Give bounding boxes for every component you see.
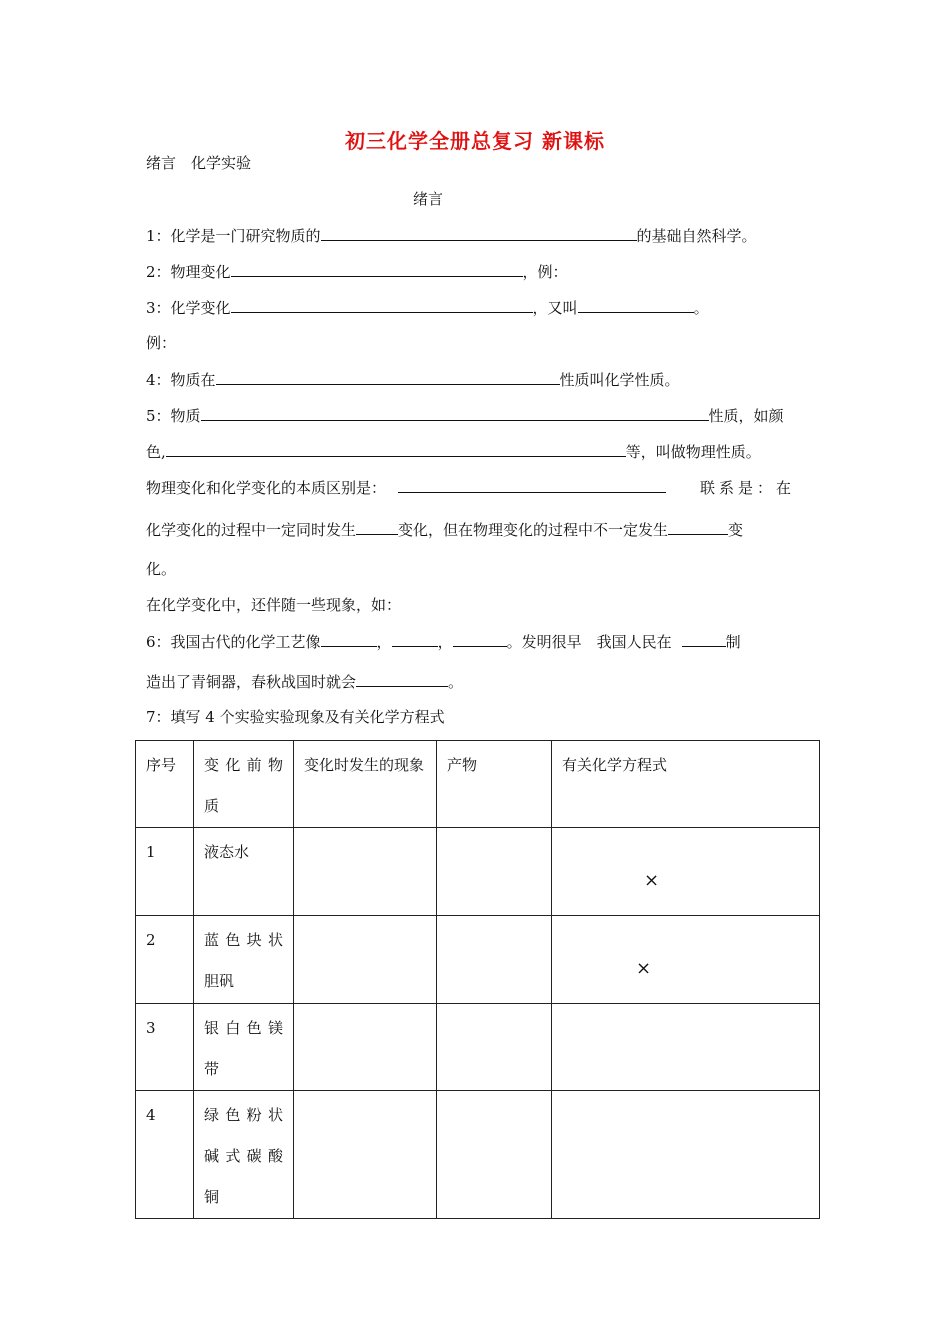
table-row [136, 916, 820, 1004]
row-product-cell[interactable] [437, 916, 552, 1004]
table-header-row [136, 741, 820, 828]
q2-blank[interactable] [231, 261, 523, 277]
relation-line [146, 519, 743, 540]
q6-line2-prefix: 造出了青铜器，春秋战国时就会 [146, 673, 357, 691]
relation-part1: 化学变化的过程中一定同时发生 [146, 521, 357, 539]
row-equation-cell[interactable] [552, 1004, 820, 1091]
header-number: 序号 [136, 741, 194, 828]
q2-suffix: ，例： [522, 263, 568, 281]
q3-blank-1[interactable] [231, 297, 533, 313]
example-label: 例： [146, 334, 177, 352]
row-number: 3 [136, 1004, 194, 1091]
question-5-line2 [146, 441, 761, 462]
section-heading: 绪言 化学实验 [146, 154, 252, 172]
question-6-line2 [146, 671, 463, 692]
page-title: 初三化学全册总复习 新课标 [345, 129, 605, 153]
q5-suffix: 性质，如颜 [708, 407, 784, 425]
table-row [136, 1004, 820, 1091]
q3-mid: ，又叫 [532, 299, 578, 317]
header-substance: 变 化 前 物 质 [194, 741, 294, 828]
row-product-cell[interactable] [437, 828, 552, 916]
q1-blank[interactable] [321, 225, 637, 241]
header-equation: 有关化学方程式 [552, 741, 820, 828]
row-phenomenon-cell[interactable] [294, 916, 437, 1004]
q3-suffix: 。 [693, 299, 709, 317]
q5-line2-prefix: 色, [146, 443, 166, 461]
q6-sep3: 。 [506, 633, 522, 651]
row-phenomenon-cell[interactable] [294, 828, 437, 916]
q4-suffix: 性质叫化学性质。 [559, 371, 680, 389]
header-phenomenon: 变化时发生的现象 [294, 741, 437, 828]
experiment-table [135, 740, 820, 1219]
question-1 [146, 225, 757, 246]
table-row [136, 828, 820, 916]
q4-prefix: 4：物质在 [146, 371, 216, 389]
q6-blank-1[interactable] [321, 631, 377, 647]
q5-blank-2[interactable] [166, 441, 626, 457]
q6-suffix: 制 [725, 633, 741, 651]
relation-blank-1[interactable] [356, 519, 398, 535]
difference-prefix: 物理变化和化学变化的本质区别是： [146, 479, 387, 497]
question-6 [146, 631, 741, 652]
row-product-cell[interactable] [437, 1004, 552, 1091]
q3-prefix: 3：化学变化 [146, 299, 231, 317]
table-row [136, 1091, 820, 1219]
q1-prefix: 1：化学是一门研究物质的 [146, 227, 321, 245]
relation-part2: 变化，但在物理变化的过程中不一定发生 [398, 521, 669, 539]
row-substance: 蓝 色 块 状 胆矾 [194, 916, 294, 1004]
q5-line2-suffix: 等，叫做物理性质。 [625, 443, 761, 461]
relation-blank-2[interactable] [668, 519, 728, 535]
row-equation-cell[interactable] [552, 1091, 820, 1219]
question-7: 7：填写 4 个实验实验现象及有关化学方程式 [146, 708, 445, 726]
row-product-cell[interactable] [437, 1091, 552, 1219]
row-equation-cell[interactable] [552, 916, 820, 1004]
subheading: 绪言 [413, 190, 444, 208]
q2-prefix: 2：物理变化 [146, 263, 231, 281]
q4-blank[interactable] [216, 369, 560, 385]
q5-blank-1[interactable] [201, 405, 709, 421]
question-4 [146, 369, 680, 390]
row-substance: 液态水 [194, 828, 294, 916]
difference-line [146, 477, 795, 498]
question-5 [146, 405, 784, 426]
q3-blank-2[interactable] [578, 297, 694, 313]
difference-blank[interactable] [398, 477, 666, 493]
question-3 [146, 297, 709, 318]
q6-blank-4[interactable] [682, 631, 726, 647]
row-substance: 银 白 色 镁 带 [194, 1004, 294, 1091]
q6-sep1: ， [376, 633, 392, 651]
cross-mark-icon: × [644, 870, 660, 891]
q6-prefix: 6：我国古代的化学工艺像 [146, 633, 321, 651]
header-product: 产物 [437, 741, 552, 828]
q6-mid: 发明很早 我国人民在 [521, 633, 672, 651]
q6-sep2: ， [437, 633, 453, 651]
relation-label: 联系是：在 [700, 479, 796, 497]
q6-blank-3[interactable] [453, 631, 507, 647]
q6-blank-5[interactable] [356, 671, 448, 687]
row-number: 2 [136, 916, 194, 1004]
relation-part3: 变 [728, 521, 744, 539]
row-equation-cell[interactable] [552, 828, 820, 916]
q6-blank-2[interactable] [392, 631, 438, 647]
row-phenomenon-cell[interactable] [294, 1091, 437, 1219]
q1-suffix: 的基础自然科学。 [636, 227, 757, 245]
phenomena-line: 在化学变化中，还伴随一些现象，如： [146, 596, 402, 614]
row-number: 4 [136, 1091, 194, 1219]
row-phenomenon-cell[interactable] [294, 1004, 437, 1091]
row-number: 1 [136, 828, 194, 916]
cross-mark-icon: × [636, 958, 652, 979]
q6-line2-suffix: 。 [448, 673, 464, 691]
relation-line2: 化。 [146, 560, 177, 578]
q5-prefix: 5：物质 [146, 407, 201, 425]
row-substance: 绿 色 粉 状 碱 式 碳 酸 铜 [194, 1091, 294, 1219]
question-2 [146, 261, 568, 282]
